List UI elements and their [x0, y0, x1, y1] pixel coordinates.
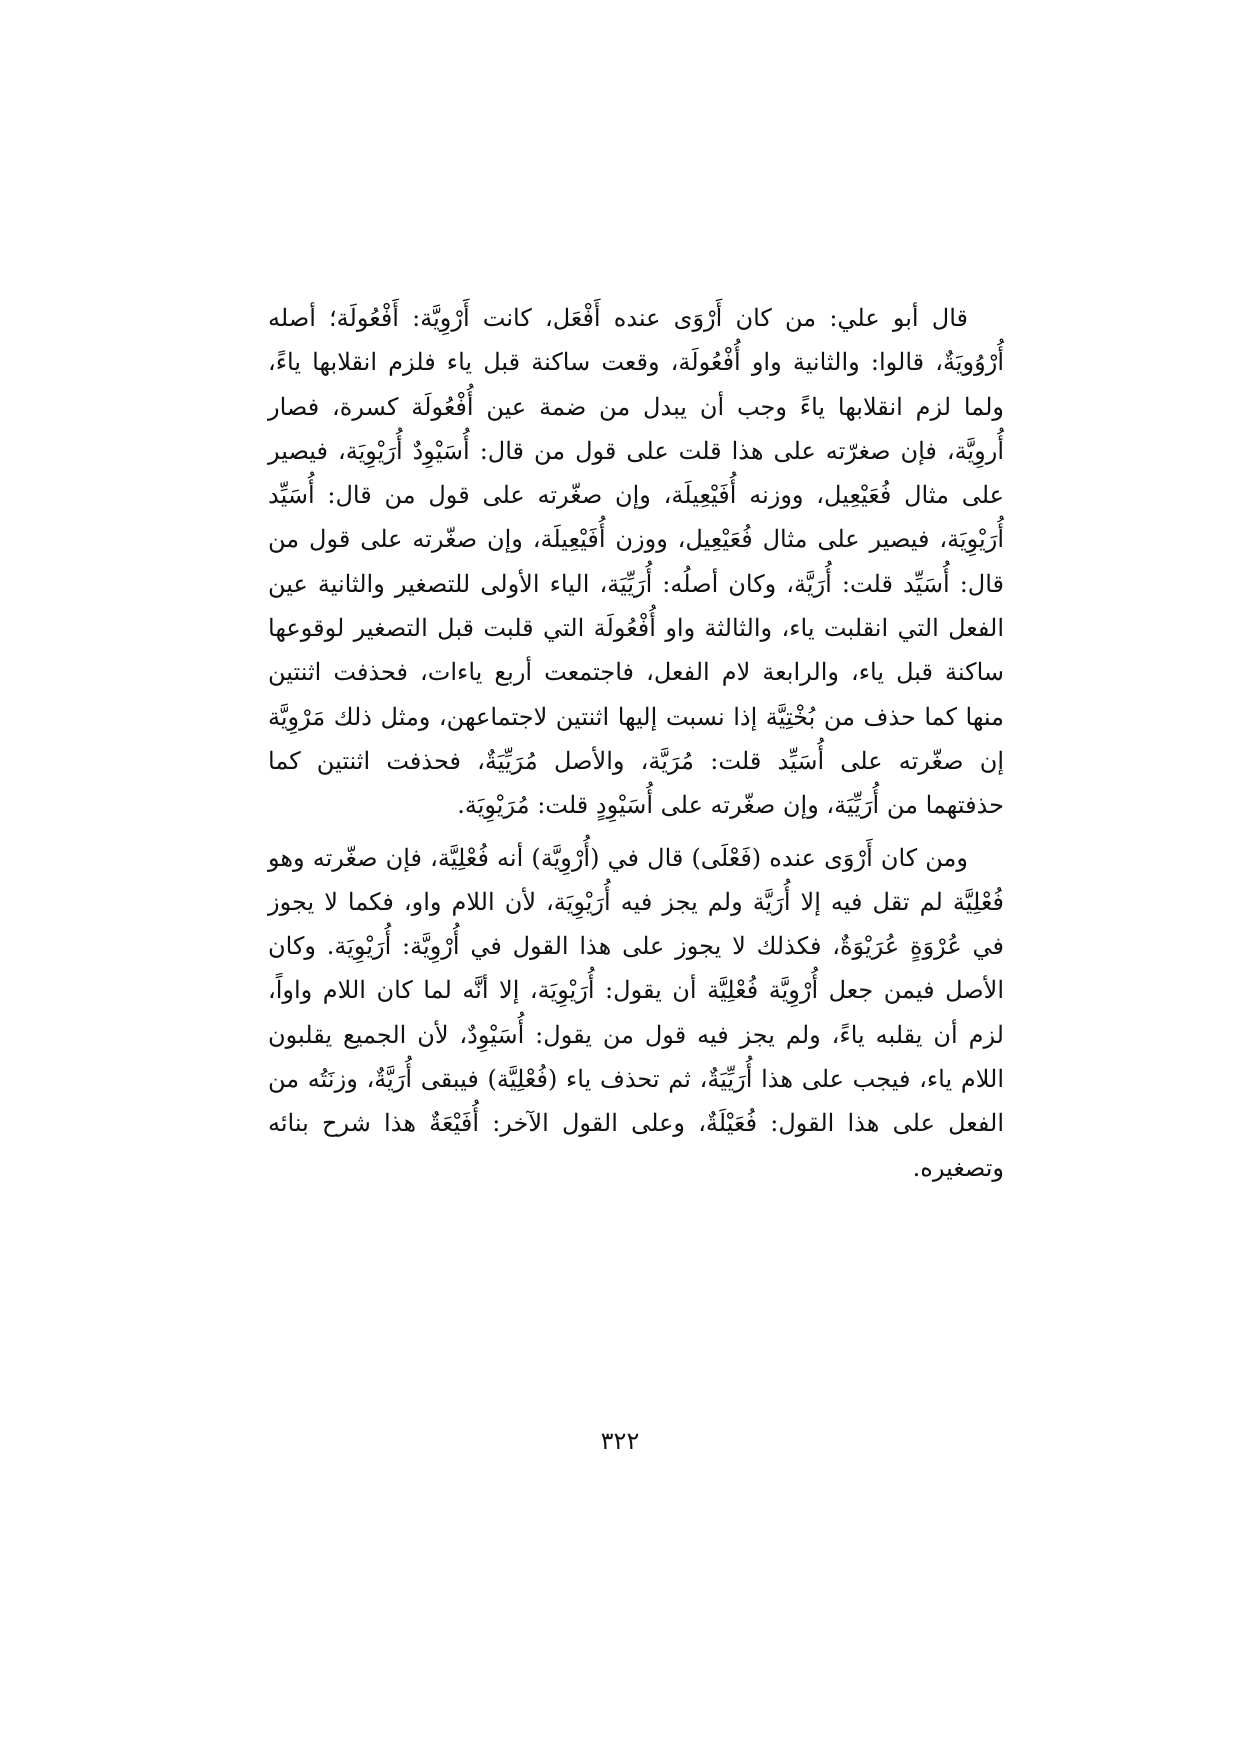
- page-body: [268, 296, 1004, 1190]
- paragraph-2: ومن كان أَرْوَى عنده (فَعْلَى) قال في (أُرْوِيَّة) أنه فُعْلِيَّة، فإن صغّرته وهو فُعْلِيَّة لم تقل فيه إلا أُرَيَّة ولم يجز فيه أُرَيْوِيَة، لأن اللام واو، فكما لا يجوز في عُرْوَةٍ عُرَيْوَةٌ، فكذلك لا يجوز على هذا القول في أُرْوِيَّة: أُرَيْوِيَة. وكان الأصل فيمن جعل أُرْوِيَّة فُعْلِيَّة أن يقول: أُرَيْوِيَة، إلا أنَّه لما كان اللام واواً، لزم أن يقلبه ياءً، ولم يجز فيه قول من يقول: أُسَيْوِدٌ، لأن الجميع يقلبون اللام ياء، فيجب على هذا أُرَيِّيَةٌ، ثم تحذف ياء (فُعْلِيَّة) فيبقى أُرَيَّةٌ، وزنَتُه من الفعل على هذا القول: فُعَيْلَةٌ، وعلى القول الآخر: أُفَيْعَةٌ هذا شرح بنائه وتصغيره.: [268, 843, 1004, 1182]
- paragraph-1: قال أبو علي: من كان أَرْوَى عنده أَفْعَل، كانت أَرْوِيَّة: أَفْعُولَة؛ أصله أُرْوُويَةٌ، قالوا: والثانية واو أُفْعُولَة، وقعت ساكنة قبل ياء فلزم انقلابها ياءً، ولما لزم انقلابها ياءً وجب أن يبدل من ضمة عين أُفْعُولَة كسرة، فصار أُروِيَّة، فإن صغرّته على هذا قلت على قول من قال: أُسَيْوِدٌ أُرَيْوِيَة، فيصير على مثال فُعَيْعِيل، ووزنه أُفَيْعِيلَة، وإن صغّرته على قول من قال: أُسَيِّد أُرَيْوِيَة، فيصير على مثال فُعَيْعِيل، ووزن أُفَيْعِيلَة، وإن صغّرته على قول من قال: أُسَيِّد قلت: أُرَيَّة، وكان أصلُه: أُرَيِّيَة، الياء الأولى للتصغير والثانية عين الفعل التي انقلبت ياء، والثالثة واو أُفْعُولَة التي قلبت قبل التصغير لوقوعها ساكنة قبل ياء، والرابعة لام الفعل، فاجتمعت أربع ياءات، فحذفت اثنتين منها كما حذف من بُخْتِيَّة إذا نسبت إليها اثنتين لاجتماعهن، ومثل ذلك مَرْوِيَّة إن صغّرته على أُسَيِّد قلت: مُرَيَّة، والأصل مُرَيِّيَةٌ، فحذفت اثنتين كما حذفتهما من أُرَيِّيَة، وإن صغّرته على أُسَيْوِدٍ قلت: مُرَيْوِيَة.: [268, 304, 1005, 820]
- page-number: ٣٢٢: [600, 1427, 640, 1455]
